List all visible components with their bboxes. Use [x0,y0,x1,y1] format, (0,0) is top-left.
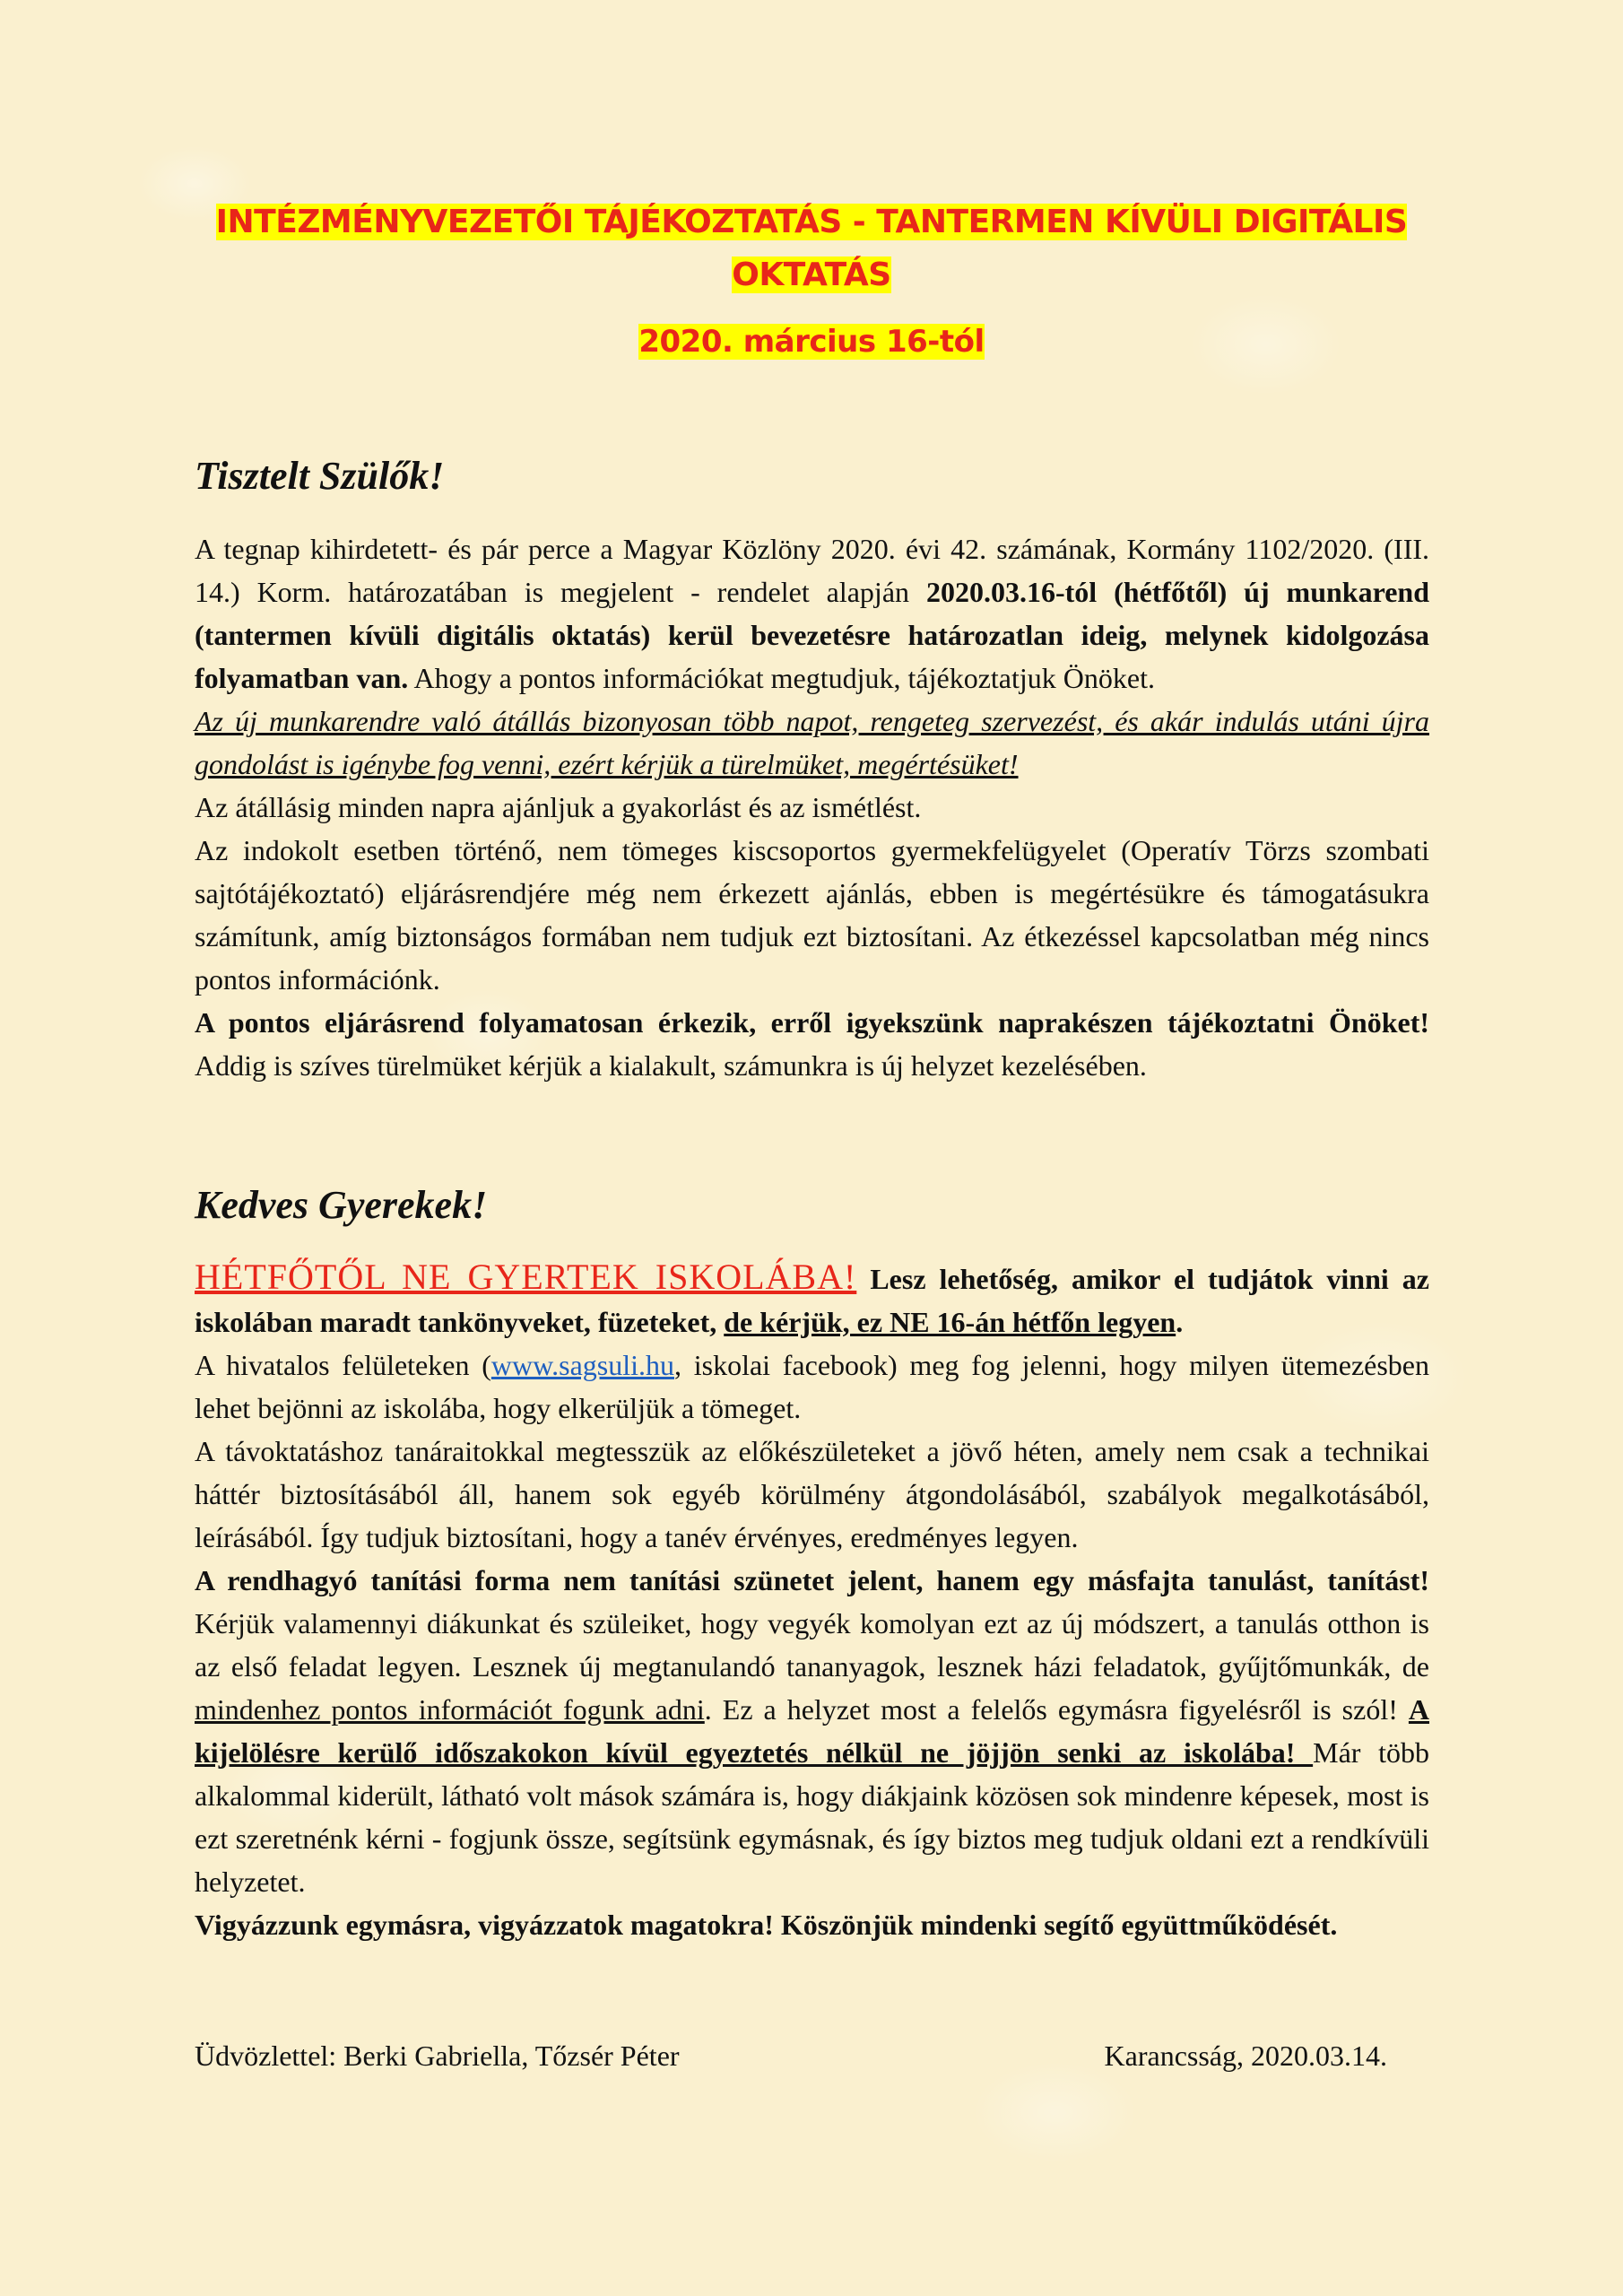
parents-paragraph-1: A tegnap kihirdetett- és pár perce a Magyar Közlöny 2020. évi 42. számának, Kormány 1102/2020. (III. 14.) Korm. határozatában is megjelent - rendelet alapján 2020.03.16-tól (hétfőtől) új munkarend (tantermen kívüli digitális oktatás) kerül bevezetésre határozatlan ideig, melynek kidolgozása folyamatban van. Ahogy a pontos információkat megtudjuk, tájékoztatjuk Önöket. [195,533,1430,694]
children-section [195,1182,1429,1228]
no-school-warning: HÉTFŐTŐL NE GYERTEK ISKOLÁBA! [195,1257,857,1297]
parents-paragraph-2: Az új munkarendre való átállás bizonyosan több napot, rengeteg szervezést, és akár indulás utáni újra gondolást is igénybe fog venni, ezért kérjük a türelmüket, megértésüket! [195,705,1429,780]
parents-greeting: Tisztelt Szülők! [195,454,445,498]
document-title [0,196,1623,301]
place-and-date: Karancsság, 2020.03.14. [1104,2039,1387,2072]
children-paragraph-3: A távoktatáshoz tanáraitokkal megtesszük az előkészületeket a jövő héten, amely nem csak a technikai háttér biztosításából áll, hanem sok egyéb körülmény átgondolásából, szabályok megalkotásából, leírásából. Így tudjuk biztosítani, hogy a tanév érvényes, eredményes legyen. [195,1435,1429,1553]
parents-section [195,453,1429,499]
signature-footer [195,2034,1387,2077]
children-greeting: Kedves Gyerekek! [195,1183,488,1227]
children-body [195,1256,1429,1946]
date-text: 2020. március 16-tól [638,324,985,360]
title-line-2: OKTATÁS [732,257,891,293]
children-paragraph-1: HÉTFŐTŐL NE GYERTEK ISKOLÁBA! Lesz lehetőség, amikor el tudjátok vinni az iskolában maradt tankönyveket, füzeteket, de kérjük, ez NE 16-án hétfőn legyen. [195,1257,1430,1338]
parents-paragraph-4: Az indokolt esetben történő, nem tömeges kiscsoportos gyermekfelügyelet (Operatív Törzs szombati sajtótájékoztató) eljárásrendjére még nem érkezett ajánlás, ebben is megértésükre és támogatásukra számítunk, amíg biztonságos formában nem tudjuk ezt biztosítani. Az étkezéssel kapcsolatban még nincs pontos információnk. [195,834,1429,996]
parents-body [195,527,1429,1087]
signature: Üdvözlettel: Berki Gabriella, Tőzsér Péter [195,2039,680,2072]
parents-paragraph-3: Az átállásig minden napra ajánljuk a gyakorlást és az ismétlést. [195,791,922,823]
title-line-1: INTÉZMÉNYVEZETŐI TÁJÉKOZTATÁS - TANTERMEN KÍVÜLI DIGITÁLIS [215,204,1408,240]
children-paragraph-5: Vigyázzunk egymásra, vigyázzatok magatokra! Köszönjük mindenki segítő együttműködését. [195,1909,1338,1941]
children-paragraph-2: A hivatalos felületeken (www.sagsuli.hu, iskolai facebook) meg fog jelenni, hogy milyen ütemezésben lehet bejönni az iskolába, hogy elkerüljük a tömeget. [195,1349,1430,1424]
children-paragraph-4: A rendhagyó tanítási forma nem tanítási szünetet jelent, hanem egy másfajta tanulást, tanítást! Kérjük valamennyi diákunkat és szüleiket, hogy vegyék komolyan ezt az új módszert, a tanulás otthon is az első feladat legyen. Lesznek új megtanulandó tananyagok, lesznek házi feladatok, gyűjtőmunkák, de mindenhez pontos információt fogunk adni. Ez a helyzet most a felelős egymásra figyelésről is szól! A kijelölésre kerülő időszakokon kívül egyeztetés nélkül ne jöjjön senki az iskolába! Már több alkalommal kiderült, látható volt mások számára is, hogy diákjaink közösen sok mindenre képesek, most is ezt szeretnénk kérni - fogjunk össze, segítsünk egymásnak, és így biztos meg tudjuk oldani ezt a rendkívüli helyzetet. [195,1564,1430,1898]
parents-paragraph-5: A pontos eljárásrend folyamatosan érkezik, erről igyekszünk naprakészen tájékoztatni Önöket! Addig is szíves türelmüket kérjük a kialakult, számunkra is új helyzet kezelésében. [195,1006,1429,1082]
school-website-link[interactable]: www.sagsuli.hu [490,1349,674,1381]
document-date-heading [0,321,1623,363]
